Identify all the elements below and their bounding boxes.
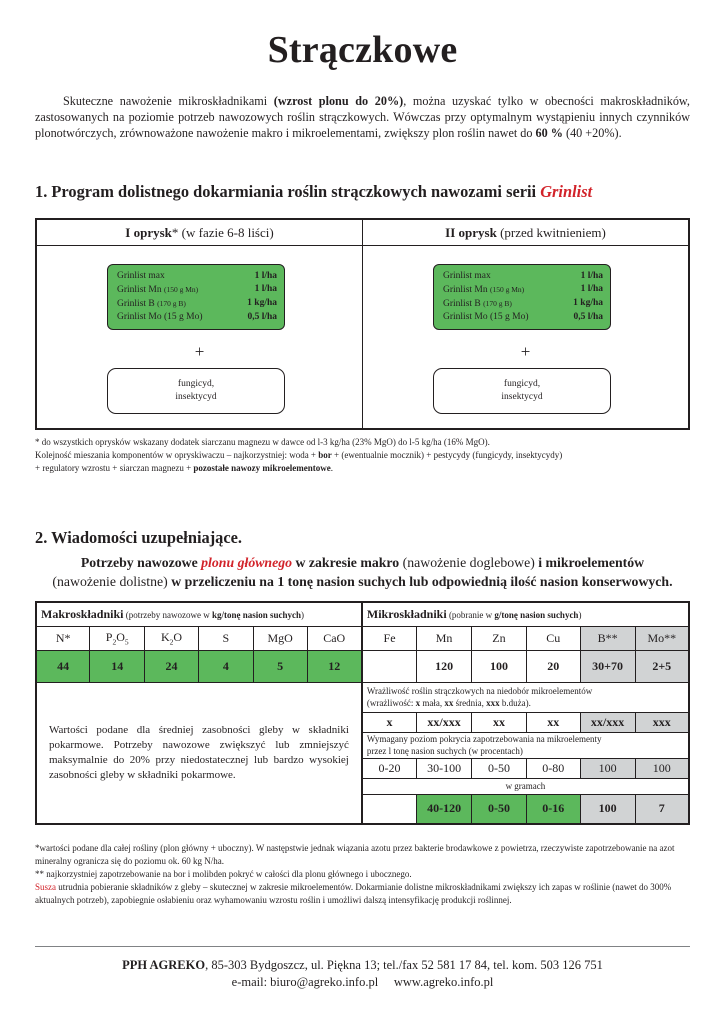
section1-heading: 1. Program dolistnego dokarmiania roślin strączkowych nawozami serii Grinlist — [35, 182, 593, 201]
coverage-cell: 100 — [635, 758, 689, 778]
product-row: Grinlist Mo (15 g Mo) 0,5 l/ha — [117, 312, 277, 322]
product-row: Grinlist Mn (150 g Mn) 1 l/ha — [117, 284, 277, 295]
coverage-label: Wymagany poziom pokrycia zapotrzebowania na mikroelementy przez l tonę nasion suchych (w procentach) — [362, 732, 689, 758]
value-cell: 12 — [307, 650, 362, 682]
grams-cell: 40-120 — [417, 794, 472, 824]
company-name: PPH AGREKO — [122, 958, 206, 972]
sensitivity-cell: xxx — [635, 712, 689, 732]
col-mo: Mo** — [635, 626, 689, 650]
grams-label: w gramach — [362, 778, 689, 794]
pesticide-box-2: fungicyd, insektycyd — [433, 368, 611, 414]
value-cell: 120 — [417, 650, 472, 682]
value-cell: 2+5 — [635, 650, 689, 682]
product-row: Grinlist Mn (150 g Mn) 1 l/ha — [443, 284, 603, 295]
value-cell: 14 — [90, 650, 145, 682]
spray-column-2-title: II oprysk (przed kwitnieniem) — [363, 220, 688, 246]
col-cao: CaO — [307, 626, 362, 650]
footer-divider — [35, 946, 690, 947]
spray-column-1-title: I oprysk* (w fazie 6-8 liści) — [37, 220, 362, 246]
sensitivity-cell: xx/xxx — [580, 712, 635, 732]
value-cell: 30+70 — [580, 650, 635, 682]
fertilizer-box-1 — [107, 264, 285, 330]
col-mgo: MgO — [253, 626, 307, 650]
website-link[interactable]: www.agreko.info.pl — [393, 975, 494, 989]
macro-note: Wartości podane dla średniej zasobności gleby w składniki pokarmowe. Potrzeby nawozowe zwiększyć lub zmniejszyć maksymalnie do 20% przy niedostatecznej lub bardzo wysokiej zasobności gleby w składniki pokarmowe. — [36, 682, 362, 824]
section2-heading: 2. Wiadomości uzupełniające. — [35, 528, 243, 547]
sensitivity-label: Wrażliwość roślin strączkowych na niedobór mikroelementów (wrażliwość: x mała, xx średnia, xxx b.duża). — [362, 682, 689, 712]
sensitivity-cell: xx — [526, 712, 580, 732]
product-row: Grinlist B (170 g B) 1 kg/ha — [117, 298, 277, 309]
page-title: Strączkowe — [267, 29, 458, 71]
email-link[interactable]: e-mail: biuro@agreko.info.pl — [231, 975, 379, 989]
product-row: Grinlist Mo (15 g Mo) 0,5 l/ha — [443, 312, 603, 322]
sensitivity-cell: x — [362, 712, 417, 732]
col-k2o: $K_2O$ — [145, 626, 199, 650]
program-notes: * do wszystkich oprysków wskazany dodatek siarczanu magnezu w dawce od l-3 kg/ha (23% MgO) do l-5 kg/ha (16% MgO). Kolejność mieszania komponentów w opryskiwaczu – najkorzystniej: woda + bor + (ewentualnie mocznik) + pestycydy (fungicydy, insektycydy) + regulatory wzrostu + siarczan magnezu + pozostałe nawozy mikroelementowe. — [35, 437, 563, 473]
plus-sign: + — [520, 342, 531, 361]
macro-header: Makroskładniki (potrzeby nawozowe w kg/tonę nasion suchych) — [36, 602, 362, 626]
col-mn: Mn — [417, 626, 472, 650]
value-cell: 4 — [198, 650, 253, 682]
coverage-cell: 30-100 — [417, 758, 472, 778]
intro-paragraph: Skuteczne nawożenie mikroskładnikami (wzrost plonu do 20%), można uzyskać tylko w obecności makroskładników, zastosowanych na poziomie potrzeb nawozowych roślin strączkowych. Wówczas przy optymalnym wystąpieniu innych czynników plonotwórczych, zrównoważone nawożenie makro i mikroelementami, zwiększy plon roślin nawet do 60 % (40 +20%). — [35, 94, 690, 140]
spray-column-2 — [363, 220, 688, 428]
section2-subheading: Potrzeby nawozowe plonu głównego w zakresie makro (nawożenie doglebowe) i mikroelementów (nawożenie dolistne) w przeliczeniu na 1 tonę nasion suchych lub odpowiednią ilość nasion konserwowych. — [52, 555, 673, 589]
col-p2o5: $P_2O_5$ — [90, 626, 145, 650]
grams-cell: 0-16 — [526, 794, 580, 824]
table-notes: *wartości podane dla całej rośliny (plon główny + uboczny). W następstwie jednak wiązania azotu przez bakterie brodawkowe z powietrza, rzeczywiste zapotrzebowanie na azot mineralny ogranicza się do poziomu ok. 60 kg N/ha. ** najkorzystniej zapotrzebowanie na bor i molibden pokryć w całości dla plonu głównego i ubocznego. Susza utrudnia pobieranie składników z gleby – skutecznej w zakresie mikroelementów. Dokarmianie dolistne mikroskładnikami zwiększy ich zapas w roślinie (nawet do 300% aktualnych potrzeb), zapobiegnie osłabieniu oraz wyhamowaniu wzrostu roślin i umożliwi dalszą intensyfikację produkcji roślinnej. — [35, 843, 675, 905]
nutrient-table — [35, 601, 690, 825]
value-cell — [362, 650, 417, 682]
grams-cell — [362, 794, 417, 824]
coverage-cell: 100 — [580, 758, 635, 778]
coverage-cell: 0-80 — [526, 758, 580, 778]
value-cell: 44 — [36, 650, 90, 682]
pesticide-box-1: fungicyd, insektycyd — [107, 368, 285, 414]
product-row: Grinlist max 1 l/ha — [117, 271, 277, 281]
micro-header: Mikroskładniki (pobranie w g/tonę nasion suchych) — [362, 602, 689, 626]
spray-program-box — [35, 218, 690, 430]
coverage-cell: 0-50 — [472, 758, 527, 778]
col-zn: Zn — [472, 626, 527, 650]
col-s: S — [198, 626, 253, 650]
fertilizer-box-2 — [433, 264, 611, 330]
grams-cell: 7 — [635, 794, 689, 824]
spray-column-1 — [37, 220, 363, 428]
grams-cell: 100 — [580, 794, 635, 824]
value-cell: 5 — [253, 650, 307, 682]
value-cell: 24 — [145, 650, 199, 682]
col-n: N* — [36, 626, 90, 650]
product-row: Grinlist B (170 g B) 1 kg/ha — [443, 298, 603, 309]
col-b: B** — [580, 626, 635, 650]
col-cu: Cu — [526, 626, 580, 650]
footer: PPH AGREKO, 85-303 Bydgoszcz, ul. Piękna 13; tel./fax 52 581 17 84, tel. kom. 503 126 751 e-mail: biuro@agreko.info.pl www.agreko.info.pl — [122, 958, 603, 989]
sensitivity-cell: xx/xxx — [417, 712, 472, 732]
coverage-cell: 0-20 — [362, 758, 417, 778]
plus-sign: + — [194, 342, 205, 361]
sensitivity-cell: xx — [472, 712, 527, 732]
product-row: Grinlist max 1 l/ha — [443, 271, 603, 281]
grams-cell: 0-50 — [472, 794, 527, 824]
value-cell: 20 — [526, 650, 580, 682]
value-cell: 100 — [472, 650, 527, 682]
col-fe: Fe — [362, 626, 417, 650]
